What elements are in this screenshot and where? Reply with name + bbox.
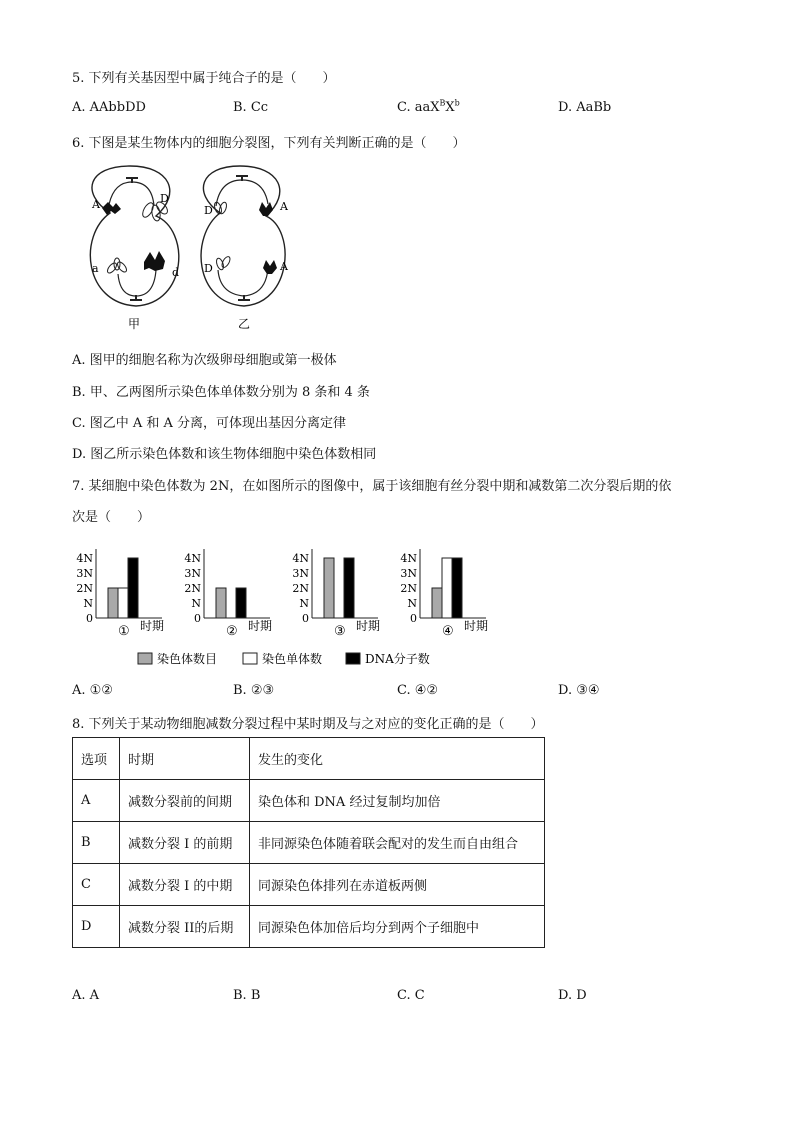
label-D2-yi: D	[204, 262, 213, 275]
q5-option-d: D. AaBb	[558, 100, 612, 115]
y-tick-label: 2N	[184, 582, 201, 595]
q5-option-c: C. $aaX^BX^b$	[397, 98, 460, 115]
label-D1-yi: D	[204, 204, 213, 217]
cell-jia	[90, 166, 179, 306]
y-tick-label: 0	[410, 612, 417, 625]
y-tick-label: 3N	[76, 567, 93, 580]
y-tick-label: 0	[194, 612, 201, 625]
y-tick-label: 4N	[292, 552, 309, 565]
legend-swatch-chromatid	[243, 653, 257, 664]
group-label: ②	[226, 624, 238, 639]
table-row	[73, 780, 545, 822]
x-axis-label: 时期	[140, 619, 165, 633]
legend-label-chromatid: 染色单体数	[262, 652, 323, 666]
x-axis-label: 时期	[356, 619, 381, 633]
y-tick-label: 4N	[400, 552, 417, 565]
q7-option-a: A. ①②	[72, 683, 113, 698]
q6-stem: 6. 下图是某生物体内的细胞分裂图，下列有关判断正确的是（ ）	[72, 136, 466, 151]
header-change: 发生的变化	[250, 738, 545, 780]
label-A1-yi: A	[280, 200, 288, 213]
legend-label-chromosome: 染色体数目	[157, 652, 218, 666]
y-tick-label: 0	[86, 612, 93, 625]
q8-table	[72, 737, 545, 948]
label-A2-yi: A	[280, 260, 288, 273]
header-option: 选项	[73, 738, 120, 780]
table-row	[73, 864, 545, 906]
q8-stem: 8. 下列关于某动物细胞减数分裂过程中某时期及与之对应的变化正确的是（ ）	[72, 717, 544, 732]
bar-dna	[128, 558, 138, 618]
header-period: 时期	[120, 738, 250, 780]
q6-option-b: B. 甲、乙两图所示染色体单体数分别为 8 条和 4 条	[72, 385, 370, 400]
label-D-jia: D	[160, 192, 169, 205]
group-label: ①	[118, 624, 130, 639]
table-cell: 非同源染色体随着联会配对的发生而自由组合	[250, 822, 545, 864]
table-cell: 染色体和 DNA 经过复制均加倍	[250, 780, 545, 822]
bar-dna	[452, 558, 462, 618]
table-cell: D	[73, 906, 120, 948]
q7-bar-charts	[70, 545, 510, 673]
table-cell: 同源染色体加倍后均分到两个子细胞中	[250, 906, 545, 948]
label-A-jia: A	[92, 198, 100, 211]
q7-option-b: B. ②③	[233, 683, 275, 698]
y-tick-label: 2N	[292, 582, 309, 595]
x-axis-label: 时期	[248, 619, 273, 633]
y-tick-label: 4N	[184, 552, 201, 565]
q5-option-b: B. Cc	[233, 100, 269, 115]
legend-swatch-chromosome	[138, 653, 152, 664]
bar-chromosome	[108, 588, 118, 618]
table-cell: C	[73, 864, 120, 906]
q7-stem-line1: 7. 某细胞中染色体数为 2N，在如图所示的图像中，属于该细胞有丝分裂中期和减数第二次分裂后期的依	[72, 479, 672, 494]
group-label: ③	[334, 624, 346, 639]
cell-yi	[201, 166, 289, 306]
q7-stem-line2: 次是（ ）	[72, 510, 151, 525]
q5-option-a: A. AAbbDD	[72, 100, 146, 115]
q7-option-d: D. ③④	[558, 683, 600, 698]
label-a-jia: a	[92, 262, 99, 275]
bar-dna	[344, 558, 354, 618]
q8-option-b: B. B	[233, 988, 261, 1003]
y-tick-label: N	[299, 597, 309, 610]
q8-option-a: A. A	[72, 988, 100, 1003]
q8-option-d: D. D	[558, 988, 587, 1003]
table-cell: 减数分裂前的间期	[120, 780, 250, 822]
legend-label-dna: DNA分子数	[365, 652, 430, 666]
table-cell: 减数分裂 II的后期	[120, 906, 250, 948]
bar-dna	[236, 588, 246, 618]
y-tick-label: N	[191, 597, 201, 610]
bar-chromosome	[432, 588, 442, 618]
y-tick-label: 3N	[400, 567, 417, 580]
legend-swatch-dna	[346, 653, 360, 664]
x-axis-label: 时期	[464, 619, 489, 633]
table-cell: 减数分裂 I 的中期	[120, 864, 250, 906]
q5-stem: 5. 下列有关基因型中属于纯合子的是（ ）	[72, 71, 336, 86]
y-tick-label: 4N	[76, 552, 93, 565]
q8-option-c: C. C	[397, 988, 425, 1003]
y-tick-label: 0	[302, 612, 309, 625]
y-tick-label: 3N	[292, 567, 309, 580]
y-tick-label: N	[407, 597, 417, 610]
group-label: ④	[442, 624, 454, 639]
caption-jia: 甲	[128, 317, 141, 331]
table-header-row	[73, 738, 545, 780]
q6-option-c: C. 图乙中 A 和 A 分离，可体现出基因分离定律	[72, 416, 347, 431]
table-cell: 减数分裂 I 的前期	[120, 822, 250, 864]
q6-option-d: D. 图乙所示染色体数和该生物体细胞中染色体数相同	[72, 447, 377, 462]
table-cell: A	[73, 780, 120, 822]
table-row	[73, 822, 545, 864]
q6-option-a: A. 图甲的细胞名称为次级卵母细胞或第一极体	[72, 353, 337, 368]
bar-chromatid	[118, 588, 128, 618]
y-tick-label: 2N	[400, 582, 417, 595]
bar-chromatid	[442, 558, 452, 618]
bar-chromosome	[216, 588, 226, 618]
q7-option-c: C. ④②	[397, 683, 439, 698]
y-tick-label: 3N	[184, 567, 201, 580]
y-tick-label: 2N	[76, 582, 93, 595]
y-tick-label: N	[83, 597, 93, 610]
table-cell: B	[73, 822, 120, 864]
bar-chromosome	[324, 558, 334, 618]
caption-yi: 乙	[238, 317, 251, 331]
cell-division-figure	[70, 158, 340, 333]
table-row	[73, 906, 545, 948]
table-cell: 同源染色体排列在赤道板两侧	[250, 864, 545, 906]
label-d-jia: d	[172, 266, 180, 279]
